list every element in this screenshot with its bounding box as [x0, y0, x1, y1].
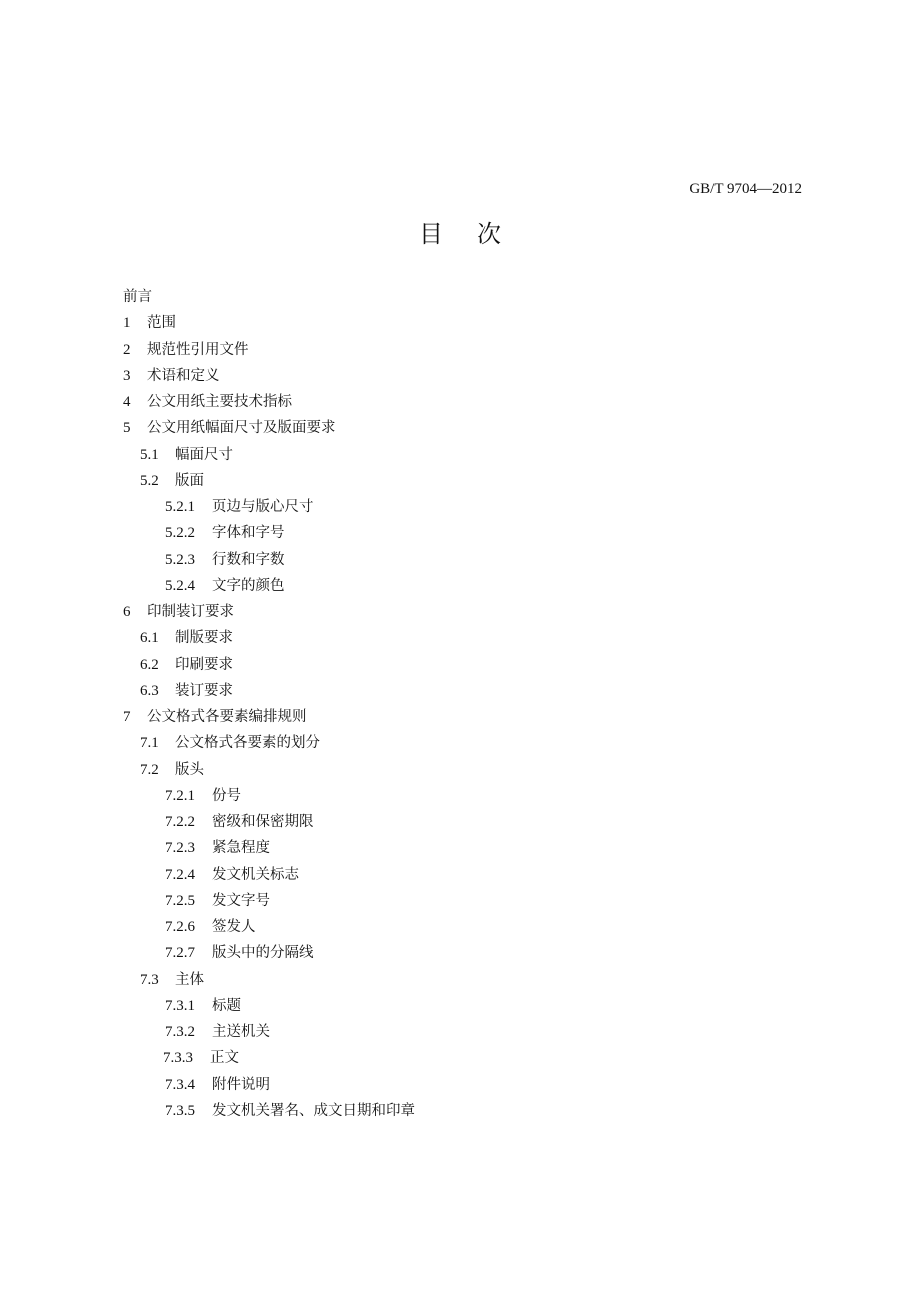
toc-entry-number: 1	[123, 315, 131, 332]
toc-entry-number: 6	[123, 604, 131, 620]
toc-entry-label: 文字的颜色	[212, 577, 285, 594]
toc-entry[interactable]	[0, 809, 920, 835]
toc-entry[interactable]	[0, 1098, 920, 1124]
toc-entry[interactable]	[0, 547, 920, 573]
toc-entry-number: 7.2.3	[165, 840, 195, 857]
toc-entry-label: 签发人	[212, 919, 256, 935]
toc-entry-number: 5.2.3	[165, 551, 195, 568]
toc-entry-label: 公文用纸主要技术指标	[147, 394, 292, 410]
toc-entry[interactable]	[0, 757, 920, 783]
toc-entry-number: 7.3.4	[165, 1076, 195, 1093]
toc-entry[interactable]	[0, 573, 920, 599]
toc-entry-number: 7.2	[140, 761, 159, 778]
toc-entry[interactable]	[0, 993, 920, 1019]
toc-entry[interactable]	[0, 678, 920, 704]
toc-list	[0, 284, 920, 1124]
toc-entry-label: 印刷要求	[175, 656, 233, 673]
toc-entry-label: 范围	[147, 315, 176, 332]
toc-entry-label: 幅面尺寸	[175, 446, 233, 463]
toc-entry-number: 7.2.1	[165, 787, 195, 804]
toc-entry[interactable]	[0, 730, 920, 756]
toc-entry[interactable]	[0, 442, 920, 468]
toc-entry-number: 7.3.1	[165, 997, 195, 1014]
toc-entry-number: 7.2.7	[165, 945, 195, 962]
toc-entry-number: 3	[123, 367, 131, 384]
toc-entry-label: 公文格式各要素的划分	[175, 735, 320, 752]
toc-entry-label: 正文	[210, 1050, 239, 1067]
toc-entry[interactable]	[0, 625, 920, 651]
toc-entry[interactable]	[0, 783, 920, 809]
toc-entry-label: 发文机关标志	[212, 866, 299, 883]
toc-entry-label: 行数和字数	[212, 551, 285, 568]
toc-entry-number: 6.2	[140, 656, 159, 673]
toc-entry-label: 前言	[123, 289, 152, 305]
toc-entry[interactable]	[0, 284, 920, 310]
toc-entry[interactable]	[0, 1072, 920, 1098]
toc-entry-label: 规范性引用文件	[147, 341, 249, 358]
toc-entry-number: 5	[123, 420, 131, 437]
toc-entry-number: 7.2.2	[165, 814, 195, 830]
toc-entry-number: 7.3	[140, 971, 159, 988]
toc-entry-label: 术语和定义	[147, 367, 220, 384]
toc-entry-number: 7.3.5	[165, 1102, 195, 1119]
toc-entry-number: 5.1	[140, 446, 159, 463]
toc-entry-label: 主送机关	[212, 1024, 270, 1040]
toc-entry[interactable]	[0, 914, 920, 940]
toc-entry[interactable]	[0, 835, 920, 861]
toc-entry[interactable]	[0, 389, 920, 415]
toc-entry-label: 附件说明	[212, 1076, 270, 1093]
toc-entry-label: 版面	[175, 472, 204, 489]
toc-entry-number: 7.3.2	[165, 1024, 195, 1040]
toc-entry[interactable]	[0, 520, 920, 546]
page-title-char-2: 次	[477, 220, 501, 248]
toc-entry-number: 7.2.4	[165, 866, 195, 883]
toc-entry-label: 密级和保密期限	[212, 814, 314, 830]
toc-entry-number: 2	[123, 341, 131, 358]
toc-entry-label: 字体和字号	[212, 525, 285, 542]
toc-entry[interactable]	[0, 415, 920, 441]
toc-entry-number: 5.2.4	[165, 577, 195, 594]
page-title-char-1: 目	[419, 220, 443, 248]
toc-entry[interactable]	[0, 599, 920, 625]
toc-entry[interactable]	[0, 468, 920, 494]
standard-code: GB/T 9704—2012	[689, 181, 802, 197]
toc-entry-label: 制版要求	[175, 630, 233, 647]
toc-entry-label: 装订要求	[175, 682, 233, 699]
toc-entry-number: 7.3.3	[163, 1050, 193, 1067]
toc-entry[interactable]	[0, 652, 920, 678]
toc-entry-number: 7.1	[140, 735, 159, 752]
toc-entry-number: 6.3	[140, 682, 159, 699]
toc-entry-number: 5.2.1	[165, 499, 195, 515]
toc-entry[interactable]	[0, 967, 920, 993]
toc-entry-label: 标题	[212, 997, 241, 1014]
toc-entry[interactable]	[0, 363, 920, 389]
toc-entry-number: 5.2.2	[165, 525, 195, 542]
toc-entry-label: 发文字号	[212, 892, 270, 909]
toc-entry-label: 公文格式各要素编排规则	[147, 709, 307, 725]
toc-entry-label: 主体	[175, 971, 204, 988]
toc-entry[interactable]	[0, 337, 920, 363]
page-title	[0, 214, 920, 254]
toc-entry[interactable]	[0, 1019, 920, 1045]
toc-entry-number: 5.2	[140, 472, 159, 489]
toc-entry[interactable]	[0, 310, 920, 336]
toc-entry-label: 页边与版心尺寸	[212, 499, 314, 515]
toc-entry-label: 发文机关署名、成文日期和印章	[212, 1102, 415, 1119]
toc-entry[interactable]	[0, 1045, 920, 1071]
toc-entry[interactable]	[0, 888, 920, 914]
toc-entry[interactable]	[0, 940, 920, 966]
toc-entry-number: 7.2.5	[165, 892, 195, 909]
toc-entry-number: 7.2.6	[165, 919, 195, 935]
toc-entry-number: 4	[123, 394, 131, 410]
toc-entry-number: 6.1	[140, 630, 159, 647]
toc-entry[interactable]	[0, 862, 920, 888]
toc-entry-label: 版头	[175, 761, 204, 778]
toc-entry-label: 公文用纸幅面尺寸及版面要求	[147, 420, 336, 437]
toc-entry-label: 份号	[212, 787, 241, 804]
toc-entry-label: 印制装订要求	[147, 604, 234, 620]
toc-entry[interactable]	[0, 494, 920, 520]
toc-entry[interactable]	[0, 704, 920, 730]
toc-entry-number: 7	[123, 709, 131, 725]
toc-entry-label: 版头中的分隔线	[212, 945, 314, 962]
toc-entry-label: 紧急程度	[212, 840, 270, 857]
